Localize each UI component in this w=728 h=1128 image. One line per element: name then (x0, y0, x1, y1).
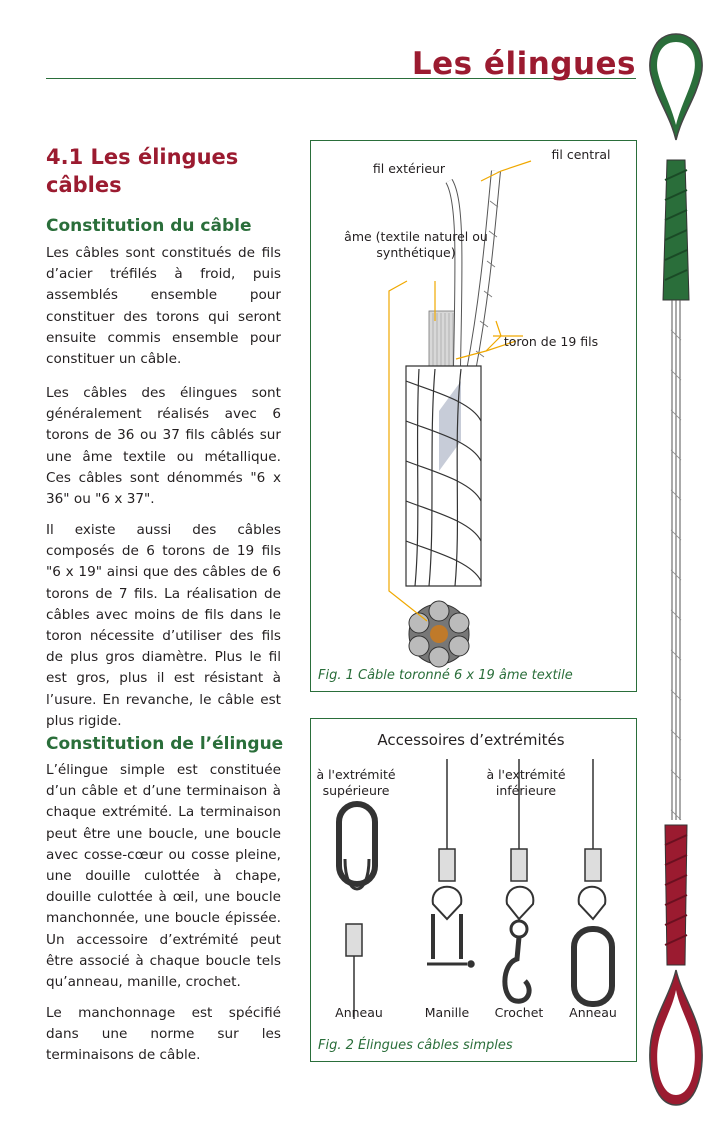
label-extremite-superieure: à l'extrémité supérieure (316, 767, 396, 798)
section-title: 4.1 Les élingues câbles (46, 145, 239, 197)
figure-1-frame (310, 140, 637, 692)
sling-paragraph-1: L’élingue simple est constituée d’un câble et d’une terminaison à chaque extrémité. La terminaison peut être une boucle, une boucle avec cosse-cœur ou cosse pleine, une douille culottée à chape, douille culottée à œil, une boucle manchonnée, une boucle épissée. Un accessoire d’extrémité peut être associé à chaque boucle tels qu’anneau, manille, crochet. (46, 762, 281, 991)
figure-2-frame (310, 718, 637, 1062)
chapter-title: Les élingues (411, 46, 636, 82)
label-item-anneau-1: Anneau (335, 1005, 383, 1020)
label-item-crochet: Crochet (494, 1005, 544, 1020)
lower-ferrule (665, 825, 687, 965)
cable-paragraph-1: Les câbles sont constitués de fils d’acier tréfilés à froid, puis assemblés ensemble pour constituer des torons qui seront ensuite commis ensemble pour constituer un câble. (46, 245, 281, 368)
cable-paragraph-2: Les câbles des élingues sont généralement réalisés avec 6 torons de 36 ou 37 fils câblés sur une âme textile ou métallique. Ces câbles sont dénommés "6 x 36" ou "6 x 37". (46, 385, 281, 508)
hook (505, 759, 533, 1001)
sling-heading: Constitution de l’élingue (46, 734, 284, 754)
label-fil-central: fil central (551, 147, 611, 162)
figure-1-caption: Fig. 1 Câble toronné 6 x 19 âme textile (318, 668, 573, 683)
cable-illustration (311, 141, 636, 691)
upper-ferrule (663, 160, 689, 300)
ring-lower (574, 759, 612, 1004)
cable-paragraph-3: Il existe aussi des câbles composés de 6 torons de 19 fils "6 x 19" ainsi que des câbles de 6 torons de 7 fils. La réalisation de câbles avec moins de fils dans le toron nécessite d’utiliser des fils de plus gros diamètre. Plus le fil est gros, plus il est résistant à l’usure. En revanche, le câble est plus rigide. (46, 522, 281, 729)
label-item-anneau-2: Anneau (569, 1005, 617, 1020)
figure-2-caption: Fig. 2 Élingues câbles simples (318, 1038, 513, 1053)
page-number: 15 (671, 1048, 689, 1063)
label-item-manille: Manille (424, 1005, 470, 1020)
chapter-number: 4 (672, 52, 692, 87)
label-toron: toron de 19 fils (503, 334, 599, 349)
label-ame: âme (textile naturel ou synthétique) (344, 229, 488, 260)
sling-illustration (645, 30, 707, 1115)
sling-paragraph-2: Le manchonnage est spécifié dans une norme sur les terminaisons de câble. (46, 1005, 281, 1064)
cross-section (409, 601, 469, 667)
shackle (427, 759, 474, 967)
cable-heading: Constitution du câble (46, 216, 252, 236)
label-extremite-inferieure: à l'extrémité inférieure (486, 767, 566, 798)
figure-2-title: Accessoires d’extrémités (377, 731, 565, 749)
label-fil-exterieur: fil extérieur (372, 161, 446, 176)
ring-upper (339, 804, 375, 1019)
